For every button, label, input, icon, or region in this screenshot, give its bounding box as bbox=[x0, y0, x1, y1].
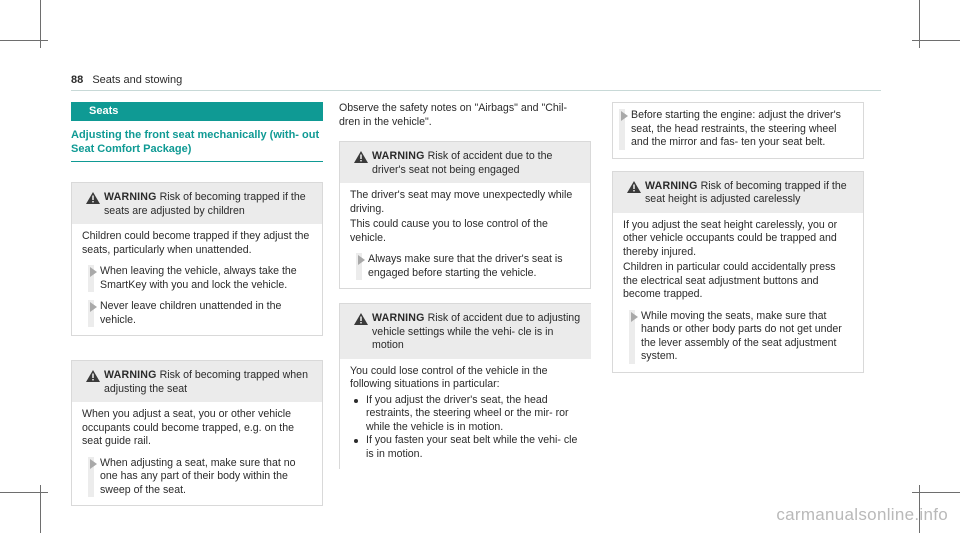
warning-triangle-icon bbox=[354, 151, 368, 163]
warning-label: WARNING bbox=[104, 191, 157, 203]
warning-header bbox=[72, 183, 322, 224]
instruction-text: While moving the seats, make sure that hands or other body parts do not get under the lever assembly of the seat adjustment system. bbox=[641, 309, 842, 362]
warning-heading: Risk of becoming trapped when adjusting the seat bbox=[104, 369, 308, 395]
bullet-list bbox=[350, 394, 581, 462]
header-rule bbox=[71, 90, 881, 91]
arrow-icon bbox=[621, 111, 628, 121]
warning-heading: Risk of becoming trapped if the seat height is adjusted carelessly bbox=[645, 179, 847, 205]
page-header bbox=[71, 74, 182, 86]
warning-text: The driver's seat may move unexpectedly while driving. bbox=[350, 189, 573, 215]
page-section: Seats and stowing bbox=[92, 74, 183, 86]
crop-mark bbox=[0, 40, 48, 41]
warning-body bbox=[72, 402, 322, 505]
warning-text: Children in particular could accidentally press the electrical seat adjustment buttons and become trapped. bbox=[623, 261, 836, 300]
instruction-item bbox=[613, 109, 853, 150]
warning-box bbox=[71, 182, 323, 336]
column-3 bbox=[612, 102, 864, 373]
warning-box bbox=[339, 303, 591, 469]
intro-text: Observe the safety notes on "Airbags" and "Chil- dren in the vehicle". bbox=[339, 102, 567, 128]
arrow-icon bbox=[90, 267, 97, 277]
instruction-item bbox=[350, 253, 580, 280]
warning-body bbox=[340, 359, 591, 470]
crop-mark bbox=[912, 40, 960, 41]
arrow-icon bbox=[90, 302, 97, 312]
instruction-text: Always make sure that the driver's seat is engaged before starting the vehicle. bbox=[368, 253, 563, 279]
warning-text: When you adjust a seat, you or other vehicle occupants could become trapped, e.g. on the seat guide rail. bbox=[82, 408, 295, 447]
warning-body bbox=[72, 224, 322, 335]
warning-box bbox=[339, 141, 591, 289]
warning-body bbox=[613, 213, 863, 372]
warning-label: WARNING bbox=[104, 369, 157, 381]
warning-label: WARNING bbox=[372, 150, 425, 162]
arrow-icon bbox=[90, 459, 97, 469]
subheading: Adjusting the front seat mechanically (with- out Seat Comfort Package) bbox=[71, 128, 323, 162]
section-title: Seats bbox=[71, 102, 323, 121]
warning-text: You could lose control of the vehicle in the following situations in particular: bbox=[350, 364, 548, 390]
instruction-item bbox=[82, 265, 312, 292]
column-2 bbox=[339, 102, 591, 469]
warning-triangle-icon bbox=[627, 181, 641, 193]
arrow-icon bbox=[358, 255, 365, 265]
warning-header bbox=[340, 304, 591, 359]
instruction-text: When adjusting a seat, make sure that no one has any part of their body within the sweep of the seat. bbox=[100, 456, 296, 496]
warning-text: If you adjust the seat height carelessly, you or other vehicle occupants could be trapped and thereby injured. bbox=[623, 218, 838, 258]
instruction-item bbox=[82, 300, 312, 327]
warning-triangle-icon bbox=[354, 313, 368, 325]
warning-header bbox=[340, 142, 590, 183]
warning-body bbox=[340, 183, 590, 288]
page-number: 88 bbox=[71, 74, 84, 86]
warning-box bbox=[612, 171, 864, 373]
crop-mark bbox=[912, 492, 960, 493]
instruction-text: Before starting the engine: adjust the driver's seat, the head restraints, the steering wheel and the mirror and fas- ten your seat belt. bbox=[631, 109, 841, 148]
warning-text: This could cause you to lose control of the vehicle. bbox=[350, 218, 548, 244]
warning-text: Children could become trapped if they adjust the seats, particularly when unattended. bbox=[82, 230, 310, 256]
warning-triangle-icon bbox=[86, 370, 100, 382]
instruction-item bbox=[82, 457, 312, 498]
instruction-text: When leaving the vehicle, always take the SmartKey with you and lock the vehicle. bbox=[100, 265, 297, 291]
instruction-item bbox=[623, 310, 853, 364]
tip-box bbox=[612, 102, 864, 159]
watermark: carmanualsonline.info bbox=[776, 505, 948, 524]
warning-label: WARNING bbox=[372, 312, 425, 324]
instruction-text: Never leave children unattended in the vehicle. bbox=[100, 300, 282, 326]
arrow-icon bbox=[631, 312, 638, 322]
warning-triangle-icon bbox=[86, 192, 100, 204]
list-item: If you adjust the driver's seat, the head restraints, the steering wheel or the mir- ror while the vehicle is in motion. bbox=[350, 394, 581, 435]
warning-header bbox=[613, 172, 863, 213]
crop-mark bbox=[0, 492, 48, 493]
warning-heading: Risk of becoming trapped if the seats are adjusted by children bbox=[104, 191, 306, 217]
column-1 bbox=[71, 102, 323, 506]
warning-heading: Risk of accident due to the driver's seat not being engaged bbox=[372, 150, 553, 176]
list-item: If you fasten your seat belt while the vehi- cle is in motion. bbox=[350, 434, 581, 461]
warning-header bbox=[72, 361, 322, 402]
warning-heading: Risk of accident due to adjusting vehicle settings while the vehi- cle is in motion bbox=[372, 312, 581, 351]
warning-label: WARNING bbox=[645, 179, 698, 192]
warning-box bbox=[71, 360, 323, 506]
